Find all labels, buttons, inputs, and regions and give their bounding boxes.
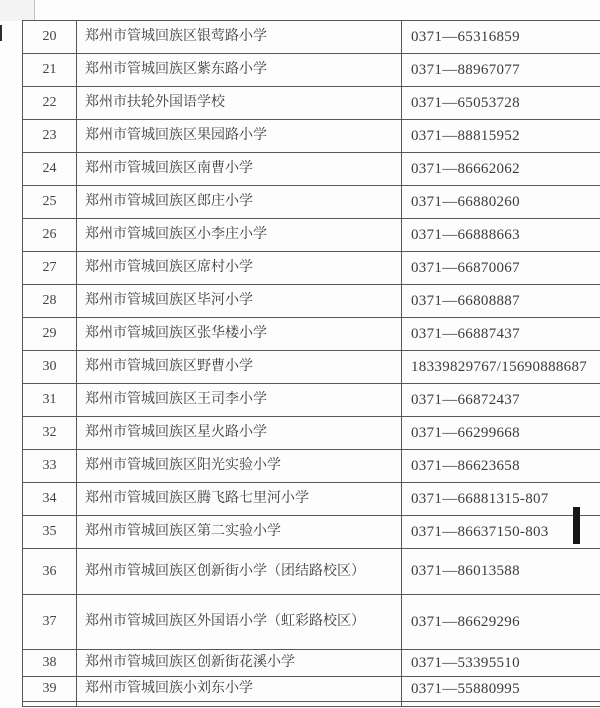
text-cursor [573,507,580,544]
row-number-cell: 26 [23,219,77,252]
row-number-cell: 34 [23,483,77,516]
table-row [23,677,600,702]
phone-cell: 0371—66299668 [402,417,600,450]
school-name-cell [77,702,402,707]
school-name-cell: 郑州市管城回族区银莺路小学 [77,21,402,54]
school-name-cell: 郑州市管城回族区小李庄小学 [77,219,402,252]
table-row [23,417,600,450]
school-name-cell: 郑州市管城回族小刘东小学 [77,677,402,702]
phone-cell: 0371—86637150-803 [402,516,600,549]
row-number-cell: 35 [23,516,77,549]
school-name-cell: 郑州市管城回族区第二实验小学 [77,516,402,549]
table-row [23,21,600,54]
phone-cell: 0371—65316859 [402,21,600,54]
row-number-cell: 22 [23,87,77,120]
table-row-partial [23,702,600,707]
school-phone-table [22,20,600,707]
scan-edge-artifact [0,25,2,41]
school-name-cell: 郑州市管城回族区王司李小学 [77,384,402,417]
row-number-cell: 32 [23,417,77,450]
school-name-cell: 郑州市管城回族区郎庄小学 [77,186,402,219]
phone-cell: 0371—86013588 [402,549,600,595]
school-name-cell: 郑州市扶轮外国语学校 [77,87,402,120]
school-name-cell: 郑州市管城回族区紫东路小学 [77,54,402,87]
phone-cell: 0371—66872437 [402,384,600,417]
row-number-cell [23,702,77,707]
scan-line-artifact [34,0,35,21]
school-name-cell: 郑州市管城回族区腾飞路七里河小学 [77,483,402,516]
school-name-cell: 郑州市管城回族区席村小学 [77,252,402,285]
school-name-cell: 郑州市管城回族区果园路小学 [77,120,402,153]
table-row [23,384,600,417]
row-number-cell: 30 [23,351,77,384]
phone-cell: 0371—53395510 [402,650,600,677]
row-number-cell: 29 [23,318,77,351]
table-row [23,153,600,186]
table-row [23,219,600,252]
row-number-cell: 31 [23,384,77,417]
table-row [23,318,600,351]
row-number-cell: 28 [23,285,77,318]
phone-cell: 0371—86623658 [402,450,600,483]
school-name-cell: 郑州市管城回族区毕河小学 [77,285,402,318]
table-row [23,120,600,153]
row-number-cell: 27 [23,252,77,285]
phone-cell: 0371—66888663 [402,219,600,252]
table-row [23,87,600,120]
row-number-cell: 20 [23,21,77,54]
row-number-cell: 25 [23,186,77,219]
row-number-cell: 36 [23,549,77,595]
phone-cell: 0371—66808887 [402,285,600,318]
school-name-cell: 郑州市管城回族区阳光实验小学 [77,450,402,483]
table-row [23,450,600,483]
school-name-cell: 郑州市管城回族区野曹小学 [77,351,402,384]
row-number-cell: 23 [23,120,77,153]
phone-cell: 18339829767/15690888687 [402,351,600,384]
phone-cell [402,702,600,707]
school-name-cell: 郑州市管城回族区张华楼小学 [77,318,402,351]
school-name-cell: 郑州市管城回族区创新街花溪小学 [77,650,402,677]
phone-cell: 0371—65053728 [402,87,600,120]
table-row [23,285,600,318]
table-row [23,595,600,650]
row-number-cell: 21 [23,54,77,87]
table-row [23,549,600,595]
phone-cell: 0371—66887437 [402,318,600,351]
phone-cell: 0371—66870067 [402,252,600,285]
table-row [23,351,600,384]
phone-cell: 0371—66880260 [402,186,600,219]
phone-cell: 0371—55880995 [402,677,600,702]
table-row [23,252,600,285]
table-row [23,650,600,677]
row-number-cell: 38 [23,650,77,677]
school-name-cell: 郑州市管城回族区南曹小学 [77,153,402,186]
phone-cell: 0371—66881315-807 [402,483,600,516]
school-name-cell: 郑州市管城回族区星火路小学 [77,417,402,450]
row-number-cell: 37 [23,595,77,650]
table-row [23,516,600,549]
table-row [23,186,600,219]
row-number-cell: 24 [23,153,77,186]
table-row [23,483,600,516]
phone-cell: 0371—88815952 [402,120,600,153]
phone-cell: 0371—86662062 [402,153,600,186]
table-row [23,54,600,87]
school-name-cell: 郑州市管城回族区外国语小学（虹彩路校区） [77,595,402,650]
row-number-cell: 33 [23,450,77,483]
row-number-cell: 39 [23,677,77,702]
school-name-cell: 郑州市管城回族区创新街小学（团结路校区） [77,549,402,595]
scan-shade-artifact [0,0,34,21]
phone-cell: 0371—88967077 [402,54,600,87]
phone-cell: 0371—86629296 [402,595,600,650]
